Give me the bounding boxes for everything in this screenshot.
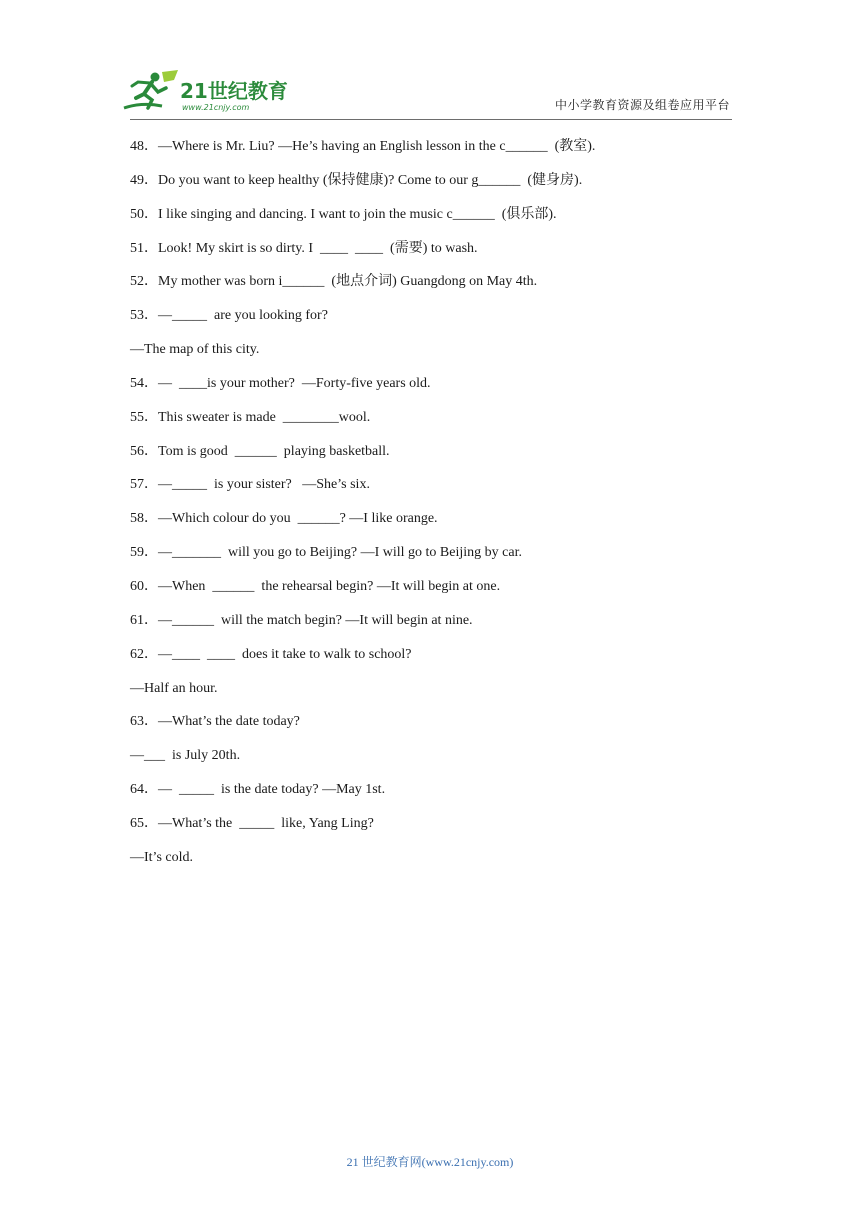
- question-line: 50．I like singing and dancing. I want to join the music c______ (俱乐部).: [130, 206, 557, 222]
- question-line: 62．—____ ____ does it take to walk to school?: [130, 646, 412, 662]
- site-logo[interactable]: [122, 68, 292, 116]
- runner-logo-icon: [122, 68, 292, 116]
- answer-line: —The map of this city.: [130, 342, 260, 358]
- question-line: 48．—Where is Mr. Liu? —He’s having an English lesson in the c______ (教室).: [130, 139, 596, 154]
- question-line: 60．—When ______ the rehearsal begin? —It will begin at one.: [130, 578, 501, 594]
- answer-line: —___ is July 20th.: [130, 748, 241, 764]
- question-line: 51．Look! My skirt is so dirty. I ____ ____ (需要) to wash.: [130, 240, 478, 256]
- question-line: 64．— _____ is the date today? —May 1st.: [130, 782, 386, 798]
- question-line: 63．—What’s the date today?: [130, 714, 300, 730]
- header-tagline: 中小学教育资源及组卷应用平台: [554, 98, 730, 112]
- logo-text: 21世纪教育: [180, 79, 288, 103]
- page-header: [0, 0, 860, 122]
- question-line: 49．Do you want to keep healthy (保持健康)? Come to our g______ (健身房).: [130, 172, 583, 188]
- answer-line: —Half an hour.: [130, 680, 218, 696]
- answer-line: —It’s cold.: [130, 849, 193, 865]
- question-line: 65．—What’s the _____ like, Yang Ling?: [130, 815, 374, 831]
- page-footer[interactable]: 21 世纪教育网(www.21cnjy.com): [346, 1155, 514, 1169]
- question-line: 59．—_______ will you go to Beijing? —I will go to Beijing by car.: [130, 545, 522, 561]
- question-line: 53．—_____ are you looking for?: [130, 308, 328, 324]
- question-line: 52．My mother was born i______ (地点介词) Guangdong on May 4th.: [130, 274, 538, 290]
- question-line: 56．Tom is good ______ playing basketball.: [130, 443, 390, 459]
- question-line: 57．—_____ is your sister? —She’s six.: [130, 477, 370, 493]
- question-line: 58．—Which colour do you ______? —I like orange.: [130, 511, 438, 527]
- logo-url-text: www.21cnjy.com: [182, 103, 250, 112]
- question-list: [130, 134, 740, 879]
- header-divider: [130, 119, 732, 120]
- question-line: 55．This sweater is made ________wool.: [130, 409, 371, 425]
- question-line: 61．—______ will the match begin? —It will begin at nine.: [130, 612, 473, 628]
- question-line: 54．— ____is your mother? —Forty-five years old.: [130, 375, 431, 391]
